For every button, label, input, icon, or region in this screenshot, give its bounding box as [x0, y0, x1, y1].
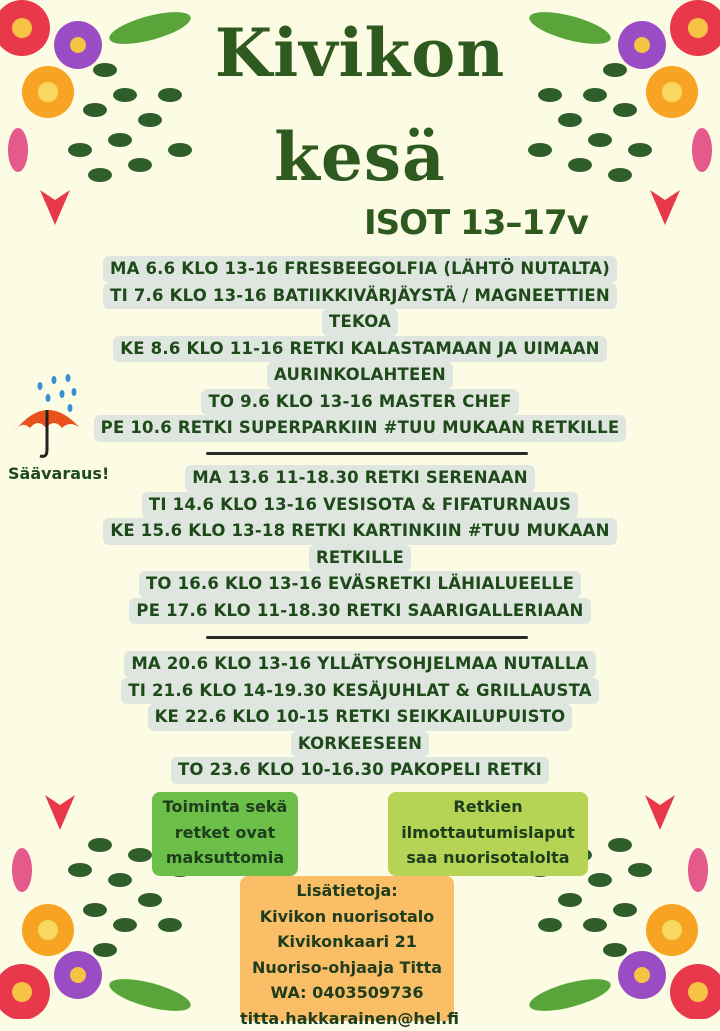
title-line-2: kesä: [0, 118, 720, 196]
note-line: ilmottautumislaput: [388, 820, 588, 846]
info-email: titta.hakkarainen@hel.fi: [240, 1006, 454, 1031]
schedule-line: TO 23.6 KLO 10-16.30 PAKOPELI RETKI: [171, 757, 549, 784]
schedule-week-3: [60, 651, 660, 784]
week-divider: [206, 452, 528, 455]
rain-reservation-label: Säävaraus!: [8, 464, 109, 483]
schedule-line: TO 9.6 KLO 13-16 MASTER CHEF: [201, 389, 518, 416]
age-group-heading: ISOT 13–17v: [364, 203, 588, 243]
schedule-line: PE 10.6 RETKI SUPERPARKIIN #TUU MUKAAN RETKILLE: [94, 415, 627, 442]
schedule-line: TI 14.6 KLO 13-16 VESISOTA & FIFATURNAUS: [142, 492, 578, 519]
schedule-line: RETKILLE: [309, 545, 411, 572]
free-of-charge-note: [152, 792, 298, 876]
schedule-line: KE 8.6 KLO 11-16 RETKI KALASTAMAAN JA UIMAAN: [113, 336, 606, 363]
schedule-line: TEKOA: [322, 309, 398, 336]
note-line: saa nuorisotalolta: [388, 845, 588, 871]
schedule-line: TI 7.6 KLO 13-16 BATIIKKIVÄRJÄYSTÄ / MAGNEETTIEN: [103, 283, 617, 310]
schedule-week-1: [60, 256, 660, 442]
schedule-week-2: [60, 465, 660, 624]
schedule-line: KE 15.6 KLO 13-18 RETKI KARTINKIIN #TUU MUKAAN: [103, 518, 616, 545]
schedule-line: PE 17.6 KLO 11-18.30 RETKI SAARIGALLERIAAN: [129, 598, 590, 625]
note-line: maksuttomia: [152, 845, 298, 871]
schedule-line: TI 21.6 KLO 14-19.30 KESÄJUHLAT & GRILLAUSTA: [121, 678, 599, 705]
note-line: Retkien: [388, 794, 588, 820]
trip-forms-note: [388, 792, 588, 876]
info-line: Nuoriso-ohjaaja Titta: [240, 955, 454, 981]
info-phone: WA: 0403509736: [240, 980, 454, 1006]
schedule-line: KE 22.6 KLO 10-15 RETKI SEIKKAILUPUISTO: [148, 704, 573, 731]
schedule-line: MA 13.6 11-18.30 RETKI SERENAAN: [185, 465, 535, 492]
note-line: retket ovat: [152, 820, 298, 846]
info-line: Kivikonkaari 21: [240, 929, 454, 955]
schedule-line: MA 20.6 KLO 13-16 YLLÄTYSOHJELMAA NUTALLA: [124, 651, 595, 678]
schedule-line: TO 16.6 KLO 13-16 EVÄSRETKI LÄHIALUEELLE: [139, 571, 581, 598]
note-line: Toiminta sekä: [152, 794, 298, 820]
schedule-line: MA 6.6 KLO 13-16 FRESBEEGOLFIA (LÄHTÖ NUTALTA): [103, 256, 617, 283]
week-divider: [206, 636, 528, 639]
info-line: Kivikon nuorisotalo: [240, 904, 454, 930]
schedule-line: AURINKOLAHTEEN: [267, 362, 453, 389]
info-line: Lisätietoja:: [240, 878, 454, 904]
title-line-1: Kivikon: [0, 14, 720, 92]
schedule-line: KORKEESEEN: [291, 731, 429, 758]
contact-info-box: [240, 876, 454, 1021]
